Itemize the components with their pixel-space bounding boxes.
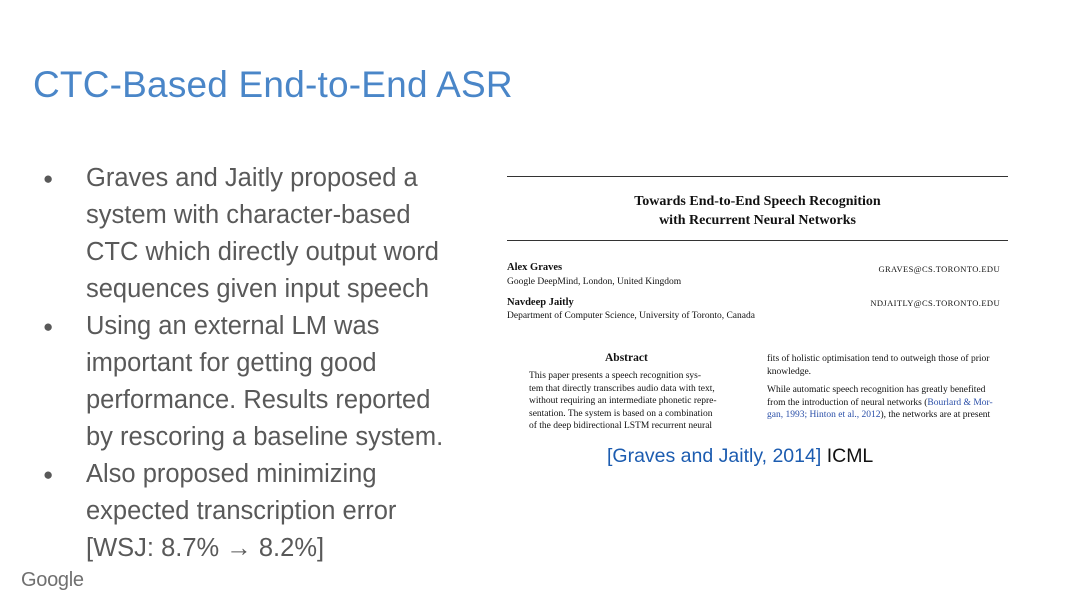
bullet-text-line: performance. Results reported [86,386,431,414]
bullet-item [40,456,480,567]
bullet-item [40,308,480,456]
paper-text-line: This paper presents a speech recognition sys- [529,371,702,381]
paper-author-name: Alex Graves [507,262,563,273]
bullet-text-line: [WSJ: 8.7% → 8.2%] [86,534,325,562]
paper-citation-link[interactable]: gan, 1993; Hinton et al., 2012 [767,410,881,420]
paper-text-line: While automatic speech recognition has greatly benefited [767,385,986,395]
paper-title-line: Towards End-to-End Speech Recognition [634,194,881,209]
bullet-text-line: expected transcription error [86,497,397,525]
slide-title: CTC-Based End-to-End ASR [33,64,513,105]
paper-author-affiliation: Department of Computer Science, University of Toronto, Canada [507,311,755,321]
paper-title [507,192,1008,230]
paper-top-rule [507,176,1008,177]
paper-title-rule [507,240,1008,241]
bullet-text-line: Using an external LM was [86,312,380,340]
paper-text-line: gan, 1993; Hinton et al., 2012), the networks are at present [767,410,991,420]
bullet-text-line: by rescoring a baseline system. [86,423,444,451]
citation-venue: ICML [826,445,874,467]
paper-text-line: tem that directly transcribes audio data with text, [529,383,715,394]
paper-author-name: Navdeep Jaitly [507,297,574,308]
paper-excerpt-image [507,170,1008,431]
paper-title-line: with Recurrent Neural Networks [659,213,856,228]
paper-text-line: from the introduction of neural networks (Bourlard & Mor- [767,397,993,408]
paper-intro-text [767,353,1008,422]
bullet-text-line: sequences given input speech [86,275,430,303]
bullet-text-line: Also proposed minimizing [86,460,377,488]
google-logo: Google [21,569,84,591]
paper-text-line: fits of holistic optimisation tend to outweigh those of prior [767,354,990,364]
paper-abstract-text [529,370,735,433]
bullet-marker: ● [43,465,54,484]
bullet-text-line: important for getting good [86,349,377,377]
bullet-marker: ● [43,169,54,188]
paper-text-line: of the deep bidirectional LSTM recurrent neural [529,421,713,431]
bullet-list [40,160,480,567]
bullet-marker: ● [43,317,54,336]
bullet-text-line: Graves and Jaitly proposed a [86,164,418,192]
bullet-text-line: system with character-based [86,201,411,229]
paper-text-line: without requiring an intermediate phonetic repre- [529,396,717,406]
paper-text-line: knowledge. [767,366,812,377]
paper-text-line: sentation. The system is based on a combination [529,408,713,419]
paper-author-email: NDJAITLY@CS.TORONTO.EDU [870,298,1000,308]
citation-reference-link[interactable]: [Graves and Jaitly, 2014] [607,445,822,467]
paper-abstract-heading: Abstract [605,352,648,364]
paper-author-email: GRAVES@CS.TORONTO.EDU [878,264,1000,274]
bullet-text-line: CTC which directly output word [86,238,439,266]
paper-author-affiliation: Google DeepMind, London, United Kingdom [507,277,682,287]
bullet-item [40,160,480,308]
paper-citation-link[interactable]: Bourlard & Mor- [927,397,993,408]
